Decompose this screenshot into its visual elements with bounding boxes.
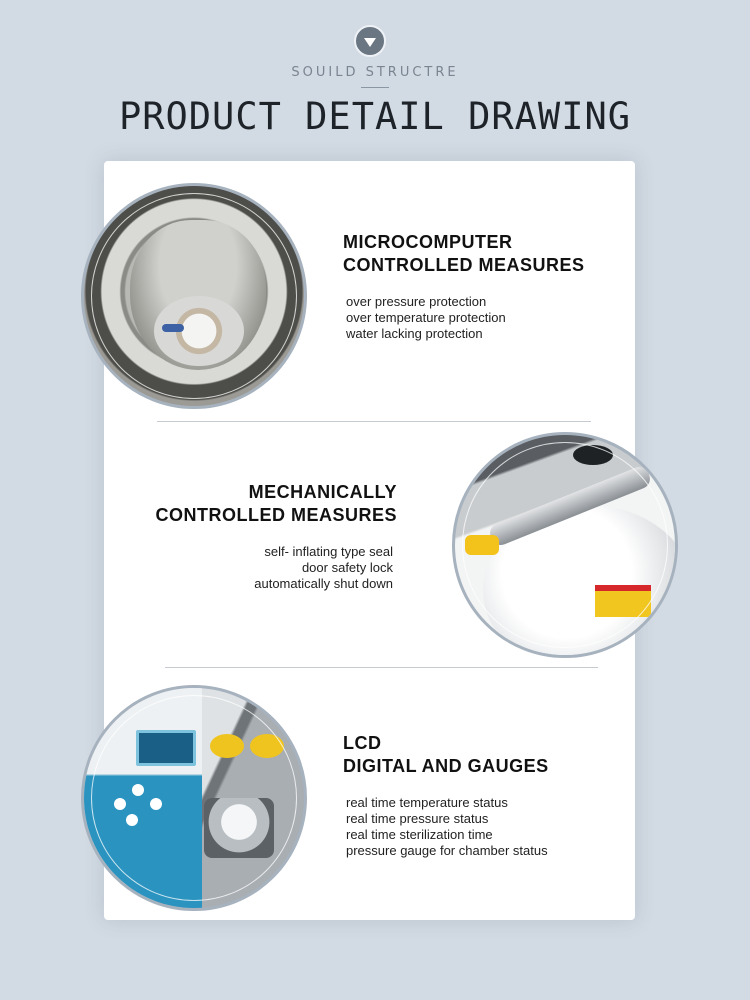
chevron-down-icon: [354, 25, 386, 57]
header-subtitle: SOUILD STRUCTRE: [291, 65, 459, 80]
control-panel-photo: [81, 685, 307, 911]
page-title: PRODUCT DETAIL DRAWING: [118, 95, 632, 138]
chamber-interior-photo: [81, 183, 307, 409]
list-item: door safety lock: [301, 560, 393, 575]
list-item: water lacking protection: [346, 326, 483, 341]
section-3-list: [346, 795, 548, 859]
section-2-heading: [120, 481, 397, 527]
section-3-heading-line-1: LCD: [343, 733, 382, 753]
list-item: real time sterilization time: [346, 827, 493, 842]
section-1-heading: [343, 231, 585, 277]
list-item: self- inflating type seal: [264, 544, 393, 559]
section-divider: [157, 421, 591, 422]
list-item: pressure gauge for chamber status: [346, 843, 548, 858]
section-2-heading-line-2: CONTROLLED MEASURES: [155, 505, 397, 525]
list-item: over pressure protection: [346, 294, 487, 309]
section-1-list: [346, 294, 506, 342]
list-item: real time pressure status: [346, 811, 489, 826]
section-3-heading: [343, 732, 549, 778]
list-item: over temperature protection: [346, 310, 506, 325]
subtitle-divider: [361, 87, 389, 88]
section-2-heading-line-1: MECHANICALLY: [248, 482, 397, 502]
section-2-list: [160, 544, 393, 592]
lid-handle-photo: [452, 432, 678, 658]
section-divider: [165, 667, 598, 668]
list-item: real time temperature status: [346, 795, 508, 810]
section-1-heading-line-1: MICROCOMPUTER: [343, 232, 513, 252]
section-3-heading-line-2: DIGITAL AND GAUGES: [343, 756, 549, 776]
section-1-heading-line-2: CONTROLLED MEASURES: [343, 255, 585, 275]
list-item: automatically shut down: [254, 576, 393, 591]
